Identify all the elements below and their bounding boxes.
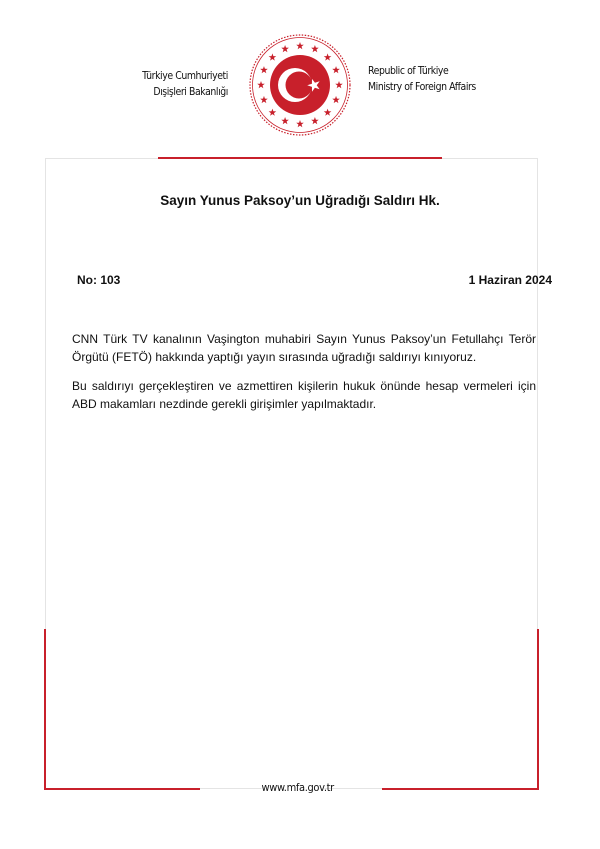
emblem-star-icon xyxy=(281,45,289,52)
emblem-star-icon xyxy=(260,66,268,73)
header-ministry-english xyxy=(368,63,476,95)
emblem-star-icon xyxy=(281,117,289,124)
emblem-star-icon xyxy=(260,96,268,103)
frame-right-red-bar xyxy=(537,629,539,790)
emblem-star-icon xyxy=(332,96,340,103)
body-paragraph-1: CNN Türk TV kanalının Vaşington muhabiri Sayın Yunus Paksoy’un Fetullahçı Terör Örgütü (FETÖ) hakkında yaptığı yayın sırasında uğradığı saldırıyı kınıyoruz. xyxy=(72,332,536,364)
emblem-star-icon xyxy=(296,120,304,127)
header-ministry-turkish xyxy=(142,68,228,100)
frame-bottom-left-red-bar xyxy=(44,788,200,790)
emblem-star-icon xyxy=(269,109,277,116)
emblem-star-icon xyxy=(335,81,343,88)
document-title: Sayın Yunus Paksoy’un Uğradığı Saldırı Hk. xyxy=(160,193,440,208)
emblem-star-icon xyxy=(257,81,265,88)
document-date: 1 Haziran 2024 xyxy=(468,273,552,287)
emblem-star-icon xyxy=(311,45,319,52)
emblem-star-icon xyxy=(324,109,332,116)
header-right-line1: Republic of Türkiye xyxy=(368,64,449,77)
ministry-emblem-icon xyxy=(248,33,352,137)
frame-bottom-right-red-bar xyxy=(382,788,539,790)
footer-url-link[interactable]: www.mfa.gov.tr xyxy=(261,781,334,794)
frame-left-red-bar xyxy=(44,629,46,790)
emblem-star-icon xyxy=(296,42,304,49)
emblem-star-icon xyxy=(269,53,277,60)
header-left-line1: Türkiye Cumhuriyeti xyxy=(142,69,228,82)
page-frame xyxy=(45,158,538,789)
document-number: No: 103 xyxy=(77,273,121,287)
body-paragraph-2: Bu saldırıyı gerçekleştiren ve azmettiren kişilerin hukuk önünde hesap vermeleri için ABD makamları nezdinde gerekli girişimler yapılmaktadır. xyxy=(72,379,536,411)
header-red-rule xyxy=(158,157,442,159)
emblem-star-icon xyxy=(324,53,332,60)
emblem-star-icon xyxy=(311,117,319,124)
emblem-star-icon xyxy=(332,66,340,73)
header-right-line2: Ministry of Foreign Affairs xyxy=(368,80,476,93)
header-left-line2: Dışişleri Bakanlığı xyxy=(153,85,228,98)
